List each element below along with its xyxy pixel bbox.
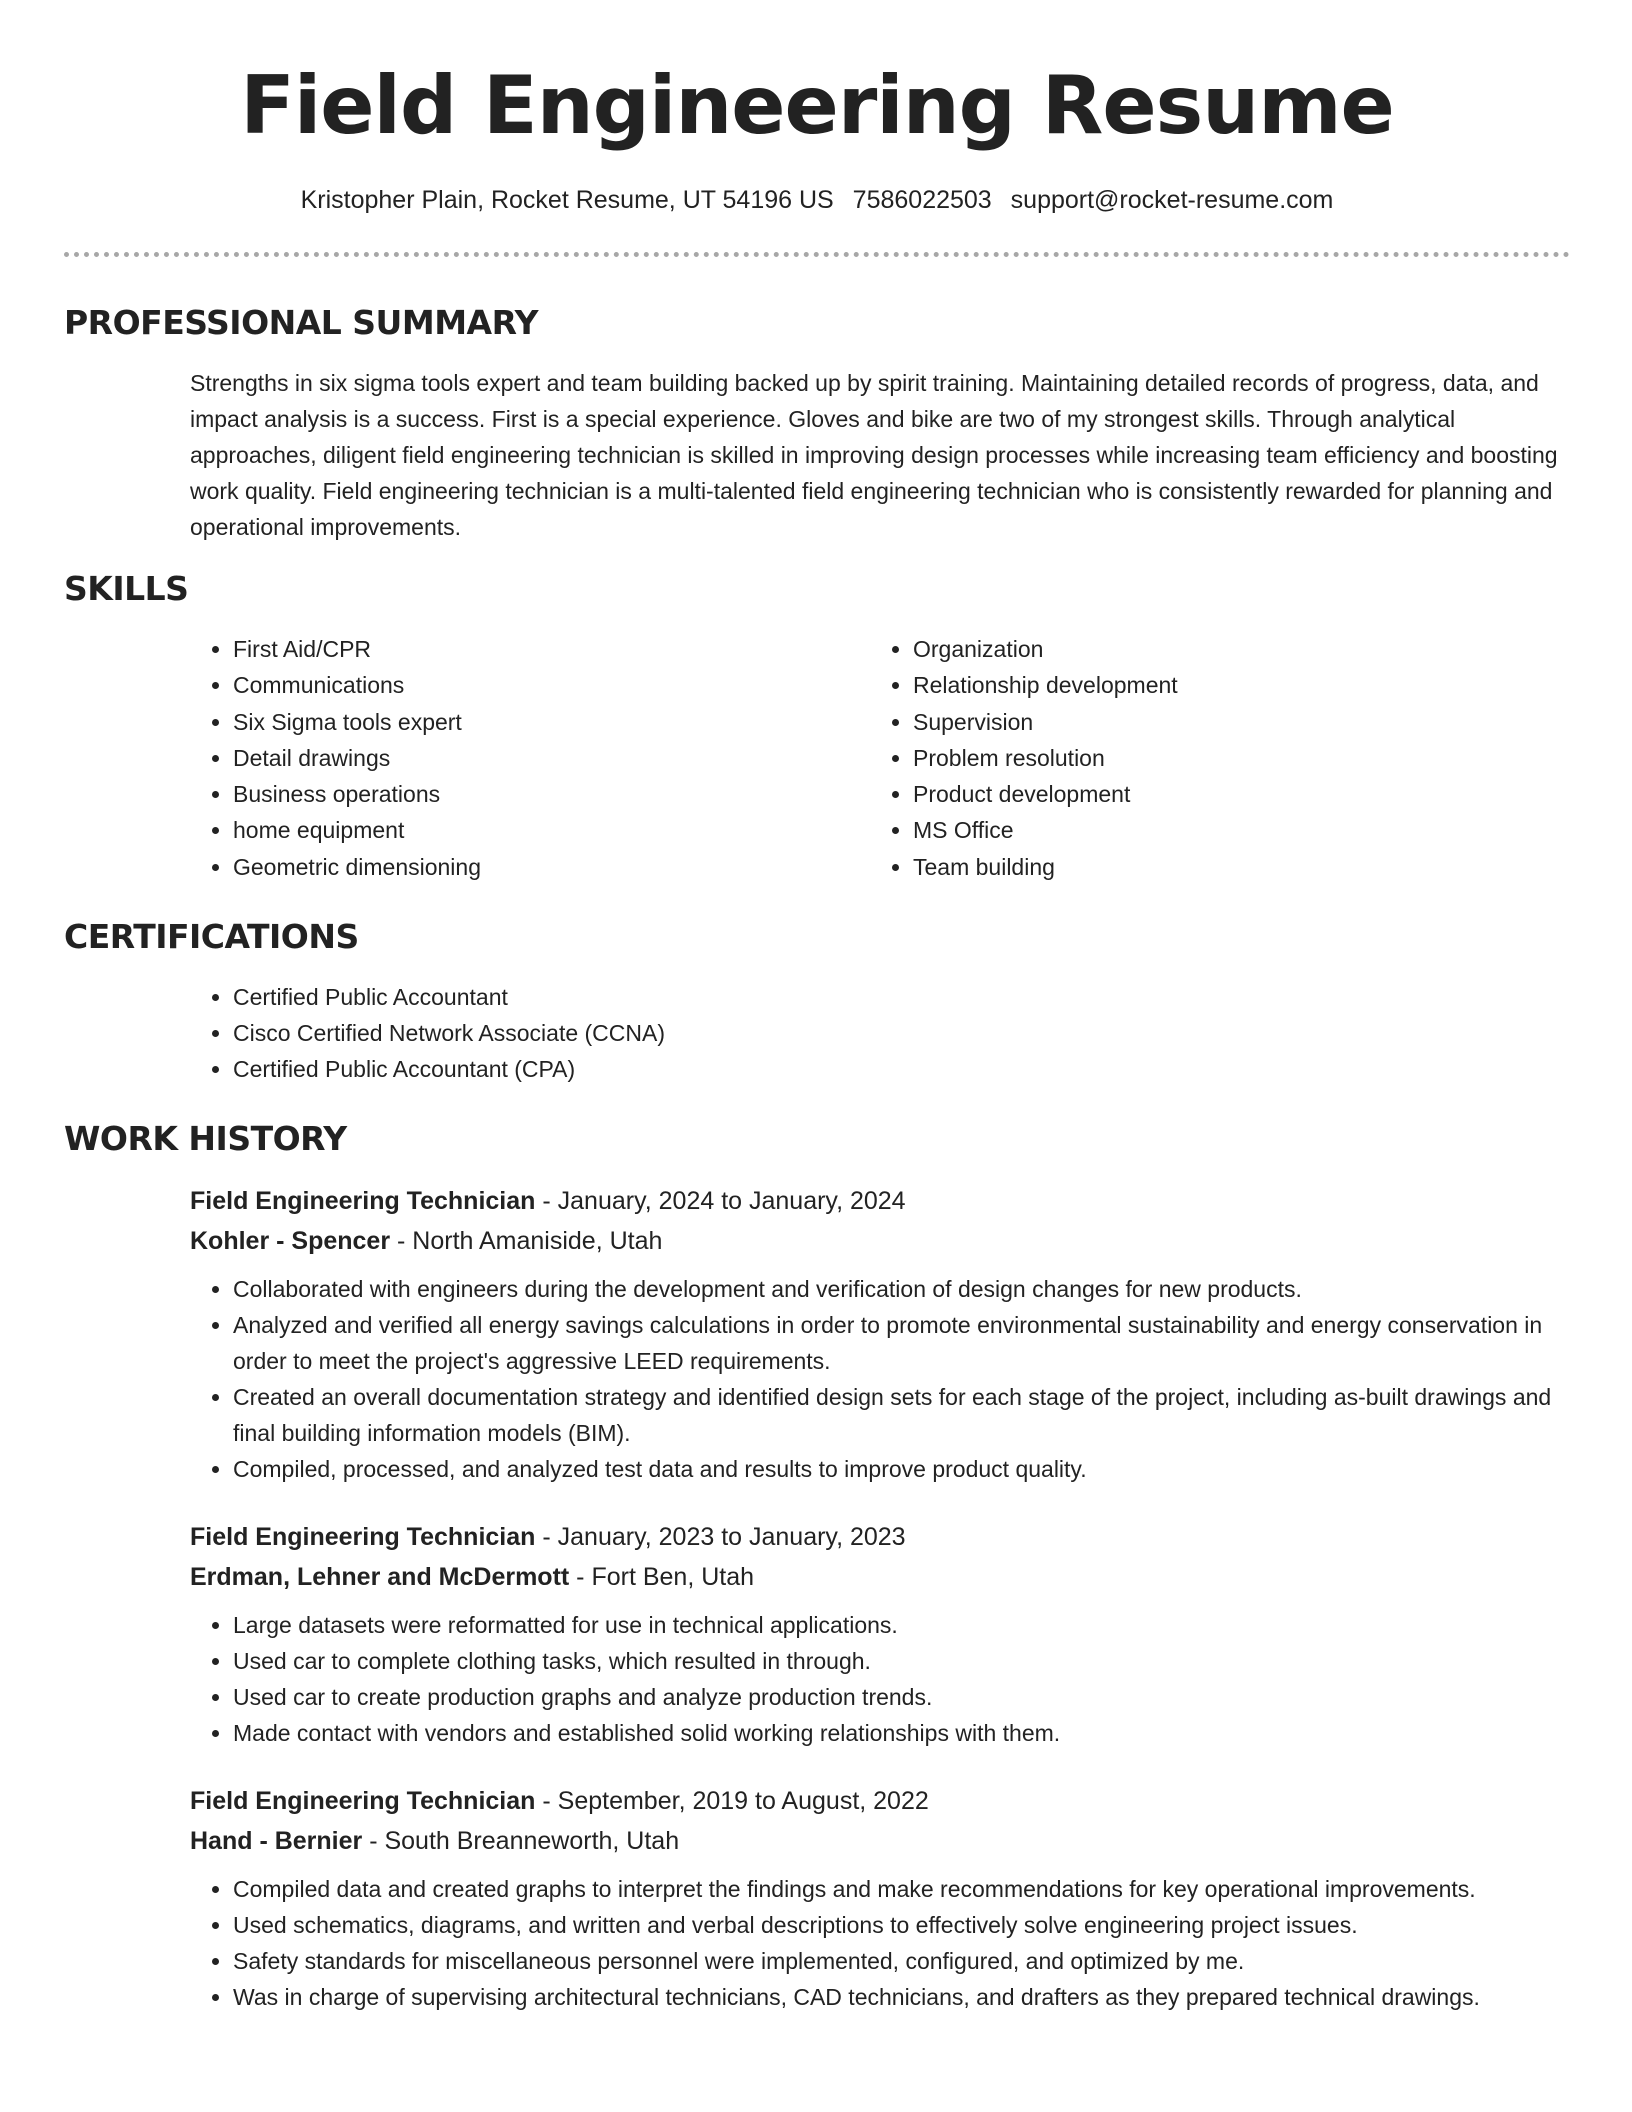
job-bullet: • Was in charge of supervising architectural technicians, CAD technicians, and drafters as they prepared technical drawings.	[233, 1979, 1570, 2015]
contact-email: support@rocket-resume.com	[1010, 186, 1334, 214]
job-dates: - September, 2019 to August, 2022	[535, 1787, 929, 1816]
job-title: Field Engineering Technician	[190, 1187, 536, 1216]
certifications-list	[190, 979, 1570, 1087]
job-company-line	[190, 1557, 1570, 1597]
contact-line	[64, 182, 1570, 218]
certification-item: • Cisco Certified Network Associate (CCNA)	[233, 1015, 1570, 1051]
job-location: - South Breanneworth, Utah	[362, 1827, 680, 1856]
skill-item: • Detail drawings	[233, 740, 870, 776]
skill-item: • Relationship development	[913, 667, 1570, 703]
skill-item: • Supervision	[913, 704, 1570, 740]
job-title-line	[190, 1517, 1570, 1557]
job-bullet: • Compiled data and created graphs to interpret the findings and make recommendations for key operational improvements.	[233, 1871, 1570, 1907]
job-entry	[190, 1517, 1570, 1751]
work-history-heading: WORK HISTORY	[64, 1119, 347, 1159]
header-divider	[64, 252, 1570, 257]
job-bullet: • Large datasets were reformatted for use in technical applications.	[233, 1607, 1570, 1643]
summary-heading: PROFESSIONAL SUMMARY	[64, 303, 539, 342]
resume-page	[64, 0, 1570, 2015]
job-company: Hand - Bernier	[190, 1827, 363, 1856]
job-title-line	[190, 1781, 1570, 1821]
certification-item: • Certified Public Accountant (CPA)	[233, 1051, 1570, 1087]
job-bullet: • Used car to complete clothing tasks, which resulted in through.	[233, 1643, 1570, 1679]
job-title: Field Engineering Technician	[190, 1787, 536, 1816]
skill-item: • Problem resolution	[913, 740, 1570, 776]
skill-item: • Business operations	[233, 776, 870, 812]
job-bullet: • Analyzed and verified all energy savings calculations in order to promote environmental sustainability and energy conservation in order to meet the project's aggressive LEED requirements.	[233, 1307, 1570, 1379]
job-bullet: • Used schematics, diagrams, and written and verbal descriptions to effectively solve engineering project issues.	[233, 1907, 1570, 1943]
skill-item: • Communications	[233, 667, 870, 703]
job-company-line	[190, 1821, 1570, 1861]
job-location: - North Amaniside, Utah	[390, 1227, 663, 1256]
job-company: Erdman, Lehner and McDermott	[190, 1563, 570, 1592]
job-dates: - January, 2023 to January, 2023	[535, 1523, 906, 1552]
job-bullet: • Safety standards for miscellaneous personnel were implemented, configured, and optimized by me.	[233, 1943, 1570, 1979]
job-location: - Fort Ben, Utah	[569, 1563, 755, 1592]
contact-address: Kristopher Plain, Rocket Resume, UT 54196 US	[300, 186, 834, 214]
skill-item: • Organization	[913, 631, 1570, 667]
certification-item: • Certified Public Accountant	[233, 979, 1570, 1015]
skill-item: • MS Office	[913, 812, 1570, 848]
skills-column-left	[190, 631, 870, 885]
job-entry	[190, 1181, 1570, 1487]
skills-list	[190, 631, 1570, 885]
contact-phone: 7586022503	[852, 186, 992, 214]
job-bullet: • Compiled, processed, and analyzed test data and results to improve product quality.	[233, 1451, 1570, 1487]
job-bullets	[190, 1607, 1570, 1751]
job-title: Field Engineering Technician	[190, 1523, 536, 1552]
job-bullets	[190, 1271, 1570, 1487]
certifications-heading: CERTIFICATIONS	[64, 917, 359, 957]
skill-item: • Six Sigma tools expert	[233, 704, 870, 740]
resume-title: Field Engineering Resume	[240, 59, 1394, 152]
skill-item: • Team building	[913, 849, 1570, 885]
skill-item: • Product development	[913, 776, 1570, 812]
skill-item: • Geometric dimensioning	[233, 849, 870, 885]
skills-heading: SKILLS	[64, 569, 189, 608]
skills-column-right	[870, 631, 1570, 885]
job-bullet: • Created an overall documentation strategy and identified design sets for each stage of the project, including as-built drawings and final building information models (BIM).	[233, 1379, 1570, 1451]
skill-item: • home equipment	[233, 812, 870, 848]
job-bullet: • Collaborated with engineers during the development and verification of design changes for new products.	[233, 1271, 1570, 1307]
skill-item: • First Aid/CPR	[233, 631, 870, 667]
job-entry	[190, 1781, 1570, 2015]
job-dates: - January, 2024 to January, 2024	[535, 1187, 906, 1216]
job-bullet: • Used car to create production graphs and analyze production trends.	[233, 1679, 1570, 1715]
job-company: Kohler - Spencer	[190, 1227, 391, 1256]
summary-text: Strengths in six sigma tools expert and team building backed up by spirit training. Maintaining detailed records of progress, data, and impact analysis is a success. First is a special experience. Gloves and bike are two of my strongest skills. Through analytical approaches, diligent field engineering technician is skilled in improving design processes while increasing team efficiency and boosting work quality. Field engineering technician is a multi-talented field engineering technician who is consistently rewarded for planning and operational improvements.	[190, 370, 1558, 540]
job-bullets	[190, 1871, 1570, 2015]
job-bullet: • Made contact with vendors and established solid working relationships with them.	[233, 1715, 1570, 1751]
job-title-line	[190, 1181, 1570, 1221]
job-company-line	[190, 1221, 1570, 1261]
